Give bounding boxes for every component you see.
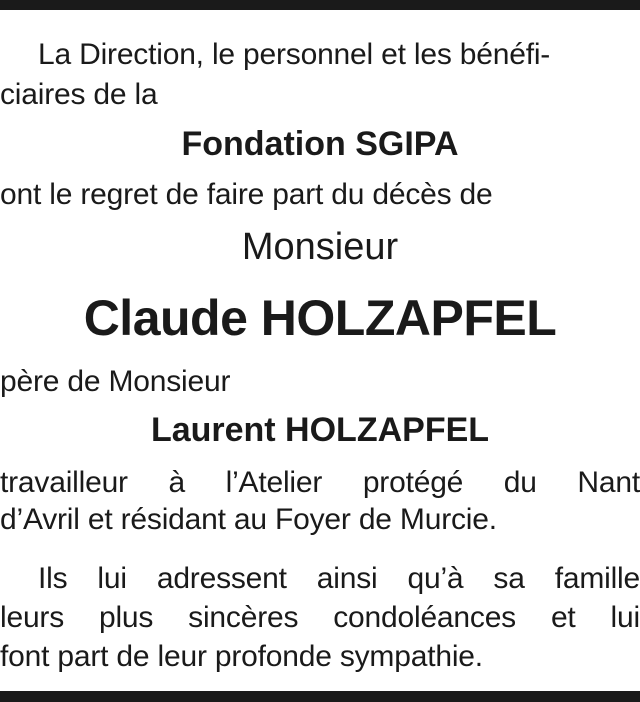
honorific: Monsieur — [241, 226, 399, 268]
condolences-line-1 — [0, 564, 640, 594]
condolences-word: adressent — [156, 562, 287, 595]
condolences-line-3: font part de leur profonde sympathie. — [0, 640, 483, 673]
son-details-word: à — [168, 466, 185, 499]
intro-line-1: La Direction, le personnel et les bénéfi- — [38, 38, 551, 71]
condolences-word: lui — [97, 562, 127, 595]
condolences-word: condoléances — [333, 601, 516, 634]
son-name: Laurent HOLZAPFEL — [150, 411, 490, 449]
bottom-border-rule — [0, 691, 640, 702]
son-details-word: travailleur — [0, 466, 128, 499]
son-details-word: du — [503, 466, 537, 499]
son-details-word: protégé — [362, 466, 464, 499]
deceased-name: Claude HOLZAPFEL — [83, 290, 557, 346]
son-details-line-1 — [0, 468, 640, 498]
condolences-line-2 — [0, 603, 640, 633]
condolences-word: lui — [610, 601, 640, 634]
condolences-word: sincères — [188, 601, 299, 634]
condolences-word: et — [550, 601, 576, 634]
relation-text: père de Monsieur — [0, 365, 231, 398]
intro-line-2: ciaires de la — [0, 78, 158, 111]
condolences-word: qu’à — [407, 562, 464, 595]
condolences-word: sa — [493, 562, 525, 595]
condolences-word: famille — [554, 562, 640, 595]
son-details-line-2: d’Avril et résidant au Foyer de Murcie. — [0, 503, 497, 536]
son-details-word: Nant — [577, 466, 640, 499]
condolences-word: leurs — [0, 601, 65, 634]
announcement-text: ont le regret de faire part du décès de — [0, 178, 493, 211]
condolences-word: plus — [98, 601, 154, 634]
organization-name: Fondation SGIPA — [181, 125, 459, 163]
top-border-rule — [0, 0, 640, 10]
son-details-word: l’Atelier — [225, 466, 323, 499]
condolences-word: Ils — [38, 562, 68, 595]
condolences-word: ainsi — [316, 562, 378, 595]
